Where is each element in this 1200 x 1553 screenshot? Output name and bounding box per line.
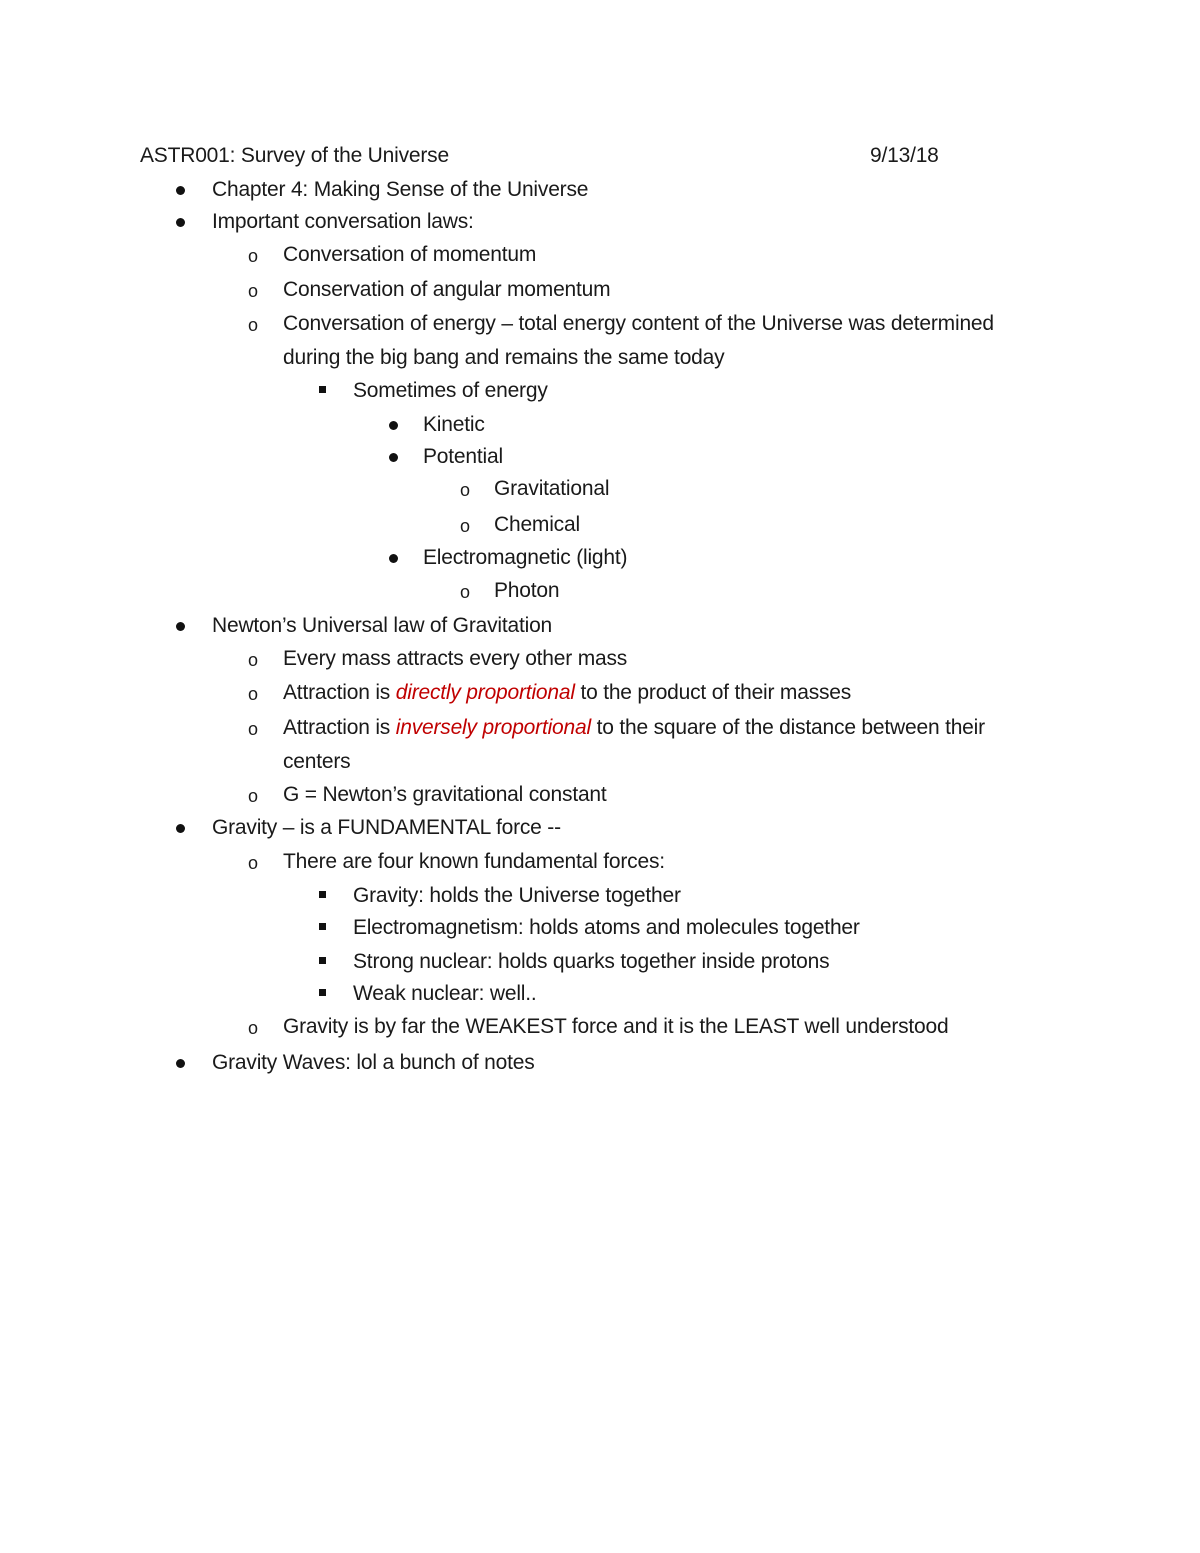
circle-bullet-icon: o (248, 786, 259, 806)
energy-potential: Potential (423, 445, 503, 468)
force-weak-nuclear: Weak nuclear: well.. (353, 982, 537, 1005)
bullet-icon (389, 453, 398, 462)
circle-bullet-icon: o (460, 582, 471, 602)
law-momentum: Conversation of momentum (283, 243, 537, 266)
bullet-icon (389, 554, 398, 563)
square-bullet-icon (319, 989, 326, 996)
square-bullet-icon (319, 923, 326, 930)
circle-bullet-icon: o (460, 480, 471, 500)
newton-centers: centers (283, 750, 351, 773)
attraction-prefix: Attraction is (283, 681, 396, 704)
law-angular-momentum: Conservation of angular momentum (283, 278, 611, 301)
circle-bullet-icon: o (248, 315, 259, 335)
course-title: ASTR001: Survey of the Universe (140, 144, 449, 167)
note-date: 9/13/18 (870, 144, 939, 167)
force-gravity: Gravity: holds the Universe together (353, 884, 681, 907)
forces-heading: There are four known fundamental forces: (283, 850, 665, 873)
circle-bullet-icon: o (248, 719, 259, 739)
circle-bullet-icon: o (248, 246, 259, 266)
inversely-proportional-emphasis: inversely proportional (395, 716, 591, 739)
energy-kinetic: Kinetic (423, 413, 485, 436)
chapter-title: Chapter 4: Making Sense of the Universe (212, 178, 589, 201)
potential-chemical: Chemical (494, 513, 580, 536)
bullet-icon (176, 1059, 185, 1068)
newton-every-mass: Every mass attracts every other mass (283, 647, 628, 670)
bullet-icon (176, 622, 185, 631)
force-strong-nuclear: Strong nuclear: holds quarks together inside protons (353, 950, 830, 973)
law-energy-line1: Conversation of energy – total energy content of the Universe was determined (283, 312, 994, 335)
circle-bullet-icon: o (460, 516, 471, 536)
electromagnetic-photon: Photon (494, 579, 560, 602)
newton-title: Newton’s Universal law of Gravitation (212, 614, 553, 637)
circle-bullet-icon: o (248, 684, 259, 704)
law-energy-line2: during the big bang and remains the same today (283, 346, 725, 369)
bullet-icon (176, 186, 185, 195)
newton-inverse-proportion (283, 714, 985, 742)
laws-title: Important conversation laws: (212, 210, 474, 233)
square-bullet-icon (319, 386, 326, 393)
direct-suffix: to the product of their masses (574, 681, 852, 704)
circle-bullet-icon: o (248, 1018, 259, 1038)
circle-bullet-icon: o (248, 650, 259, 670)
bullet-icon (176, 824, 185, 833)
circle-bullet-icon: o (248, 281, 259, 301)
circle-bullet-icon: o (248, 853, 259, 873)
square-bullet-icon (319, 891, 326, 898)
newton-constant: G = Newton’s gravitational constant (283, 783, 607, 806)
energy-types-heading: Sometimes of energy (353, 379, 548, 402)
gravity-waves: Gravity Waves: lol a bunch of notes (212, 1051, 535, 1074)
potential-gravitational: Gravitational (494, 477, 610, 500)
inverse-suffix: to the square of the distance between their (590, 716, 985, 739)
energy-electromagnetic: Electromagnetic (light) (423, 546, 628, 569)
gravity-title: Gravity – is a FUNDAMENTAL force -- (212, 816, 561, 839)
bullet-icon (389, 421, 398, 430)
newton-direct-proportion (283, 679, 851, 707)
attraction-prefix: Attraction is (283, 716, 396, 739)
gravity-weakest: Gravity is by far the WEAKEST force and it is the LEAST well understood (283, 1015, 949, 1038)
bullet-icon (176, 218, 185, 227)
directly-proportional-emphasis: directly proportional (395, 681, 575, 704)
square-bullet-icon (319, 957, 326, 964)
force-electromagnetism: Electromagnetism: holds atoms and molecules together (353, 916, 860, 939)
